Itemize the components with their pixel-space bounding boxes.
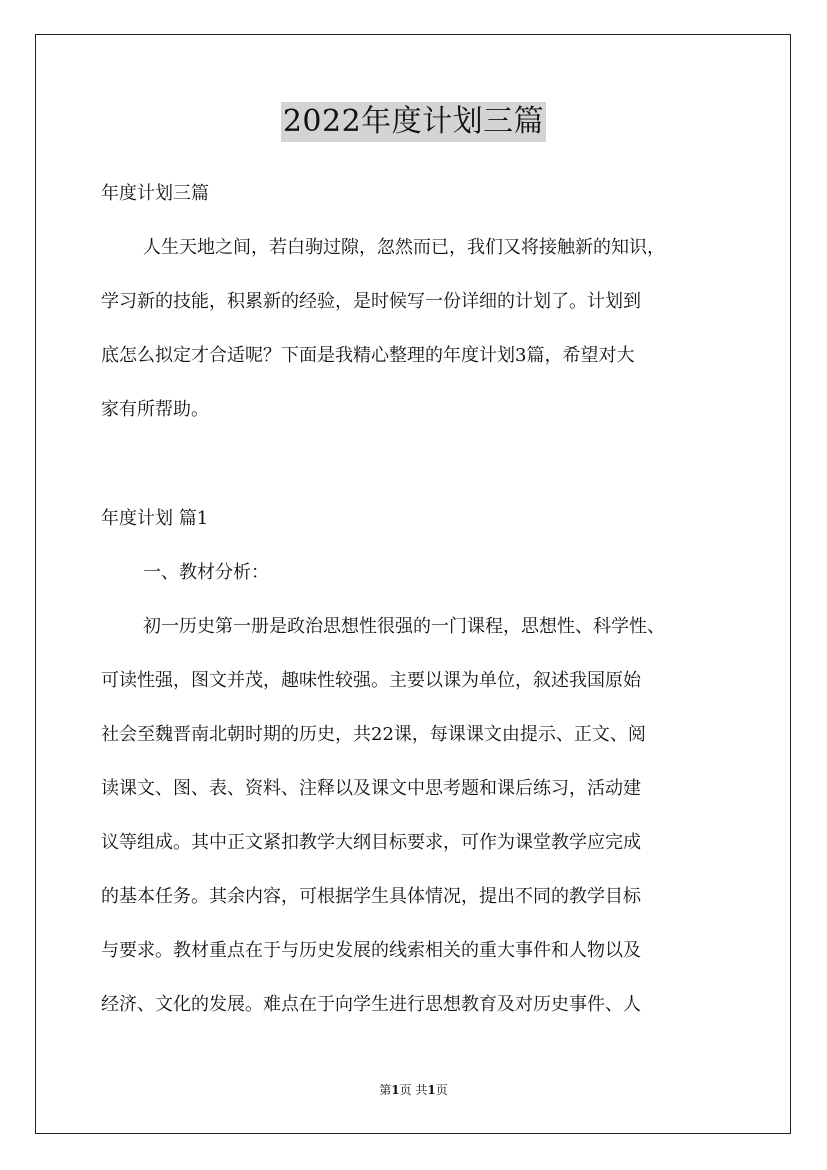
footer-page-number: 1 (391, 1083, 400, 1097)
paragraph-line: 可读性强，图文并茂，趣味性较强。主要以课为单位，叙述我国原始 (101, 670, 641, 691)
paragraph-line: 人生天地之间，若白驹过隙，忽然而已，我们又将接触新的知识， (143, 237, 665, 258)
paragraph-line: 初一历史第一册是政治思想性很强的一门课程，思想性、科学性、 (143, 616, 665, 637)
subheading: 一、教材分析： (143, 562, 269, 583)
paragraph-line: 家有所帮助。 (101, 399, 209, 420)
footer-mid: 页 共 (399, 1083, 428, 1097)
paragraph-line: 社会至魏晋南北朝时期的历史，共22课，每课课文由提示、正文、阅 (101, 724, 646, 745)
footer-suffix: 页 (435, 1083, 448, 1097)
document-title: 2022年度计划三篇 (281, 102, 546, 142)
paragraph-line: 的基本任务。其余内容，可根据学生具体情况，提出不同的教学目标 (101, 886, 641, 907)
paragraph-line: 与要求。教材重点在于与历史发展的线索相关的重大事件和人物以及 (101, 940, 641, 961)
paragraph-line: 经济、文化的发展。难点在于向学生进行思想教育及对历史事件、人 (101, 994, 641, 1015)
paragraph-line: 底怎么拟定才合适呢？下面是我精心整理的年度计划3篇，希望对大 (101, 345, 635, 366)
paragraph-line: 议等组成。其中正文紧扣教学大纲目标要求，可作为课堂教学应完成 (101, 832, 641, 853)
paragraph-line: 学习新的技能，积累新的经验，是时候写一份详细的计划了。计划到 (101, 291, 641, 312)
paragraph-line: 读课文、图、表、资料、注释以及课文中思考题和课后练习，活动建 (101, 778, 641, 799)
section-heading: 年度计划 篇1 (101, 508, 209, 529)
footer-prefix: 第 (379, 1083, 392, 1097)
section-heading: 年度计划三篇 (101, 183, 209, 204)
page-footer (0, 1082, 827, 1098)
footer-total-pages: 1 (427, 1083, 436, 1097)
title-container (0, 102, 827, 142)
